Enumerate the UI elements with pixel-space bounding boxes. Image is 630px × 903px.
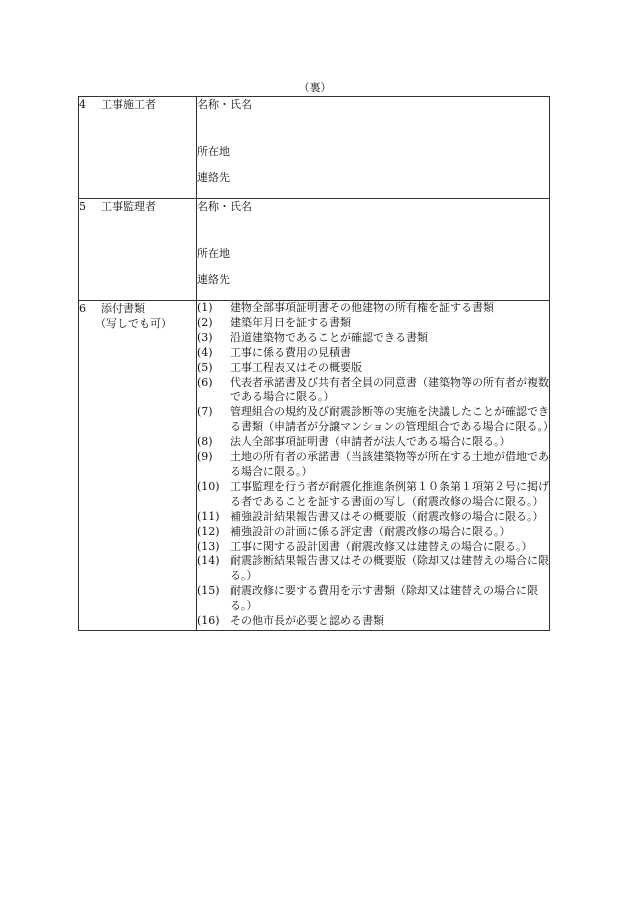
attachment-item-number: (11) [197, 509, 220, 523]
contractor-row [79, 97, 550, 199]
attachment-item-number: (6) [197, 375, 213, 389]
supervisor-address-label: 所在地 [197, 247, 230, 260]
attachment-item-text: 管理組合の規約及び耐震診断等の実施を決議したことが確認できる書類（申請者が分譲マンションの管理組合である場合に限る。） [230, 405, 555, 434]
attachment-list-item [197, 584, 549, 614]
supervisor-detail-cell [197, 199, 550, 301]
attachment-item-number: (8) [197, 435, 213, 449]
attachment-list-item [197, 450, 549, 480]
attachment-item-text: 建築年月日を証する書類 [230, 315, 351, 329]
attachments-section-sublabel: （写しでも可） [95, 317, 172, 330]
attachment-item-text: 法人全部事項証明書（申請者が法人である場合に限る。） [230, 435, 511, 449]
attachment-item-text: 補強設計結果報告書又はその概要版（耐震改修の場合に限る。） [230, 509, 544, 523]
attachments-section-label [79, 301, 196, 316]
attachment-item-number: (10) [197, 479, 220, 493]
attachment-item-text: 耐震改修に要する費用を示す書類（除却又は建替えの場合に限る。） [230, 584, 538, 613]
contractor-section-label [79, 97, 196, 112]
attachment-item-text: 代表者承諾書及び共有者全員の同意書（建築物等の所有者が複数である場合に限る。） [230, 375, 549, 404]
attachment-list-item [197, 361, 549, 376]
supervisor-name-label: 名称・氏名 [197, 200, 252, 213]
contractor-name-label: 名称・氏名 [197, 98, 252, 111]
attachment-item-number: (15) [197, 584, 220, 598]
attachment-document-list [197, 301, 555, 630]
attachments-row [79, 301, 550, 631]
attachments-section-title: 添付書類 [101, 302, 145, 315]
contractor-section-number: 4 [79, 98, 86, 111]
attachment-item-number: (16) [197, 614, 220, 628]
attachment-item-number: (14) [197, 554, 220, 568]
attachment-list-item [197, 525, 549, 540]
attachment-item-text: 沿道建築物であることが確認できる書類 [230, 330, 428, 344]
attachment-item-number: (4) [197, 345, 213, 359]
supervisor-section-label [79, 199, 196, 214]
attachment-list-item [197, 376, 549, 406]
supervisor-contact-label: 連絡先 [197, 273, 230, 286]
attachment-list-item [197, 405, 555, 435]
attachment-item-text: 建物全部事項証明書その他建物の所有権を証する書類 [230, 301, 494, 314]
supervisor-label-cell [79, 199, 197, 301]
supervisor-row [79, 199, 550, 301]
attachment-item-text: 工事監理を行う者が耐震化推進条例第１０条第１項第２号に掲げる者であることを証する書面の写し（耐震改修の場合に限る。） [230, 479, 549, 508]
supervisor-section-number: 5 [79, 200, 86, 213]
contractor-label-cell [79, 97, 197, 199]
attachment-item-number: (12) [197, 524, 220, 538]
attachment-item-text: 土地の所有者の承諾書（当該建築物等が所在する土地が借地である場合に限る。） [230, 450, 549, 478]
attachment-list-item [197, 614, 549, 629]
attachment-list-item [197, 346, 549, 361]
application-form-table [78, 96, 555, 631]
attachment-item-number: (1) [197, 301, 213, 314]
attachment-item-text: 補強設計の計画に係る評定書（耐震改修の場合に限る。） [230, 524, 511, 538]
contractor-section-title: 工事施工者 [101, 98, 156, 111]
attachment-item-number: (3) [197, 330, 213, 344]
attachment-item-text: 耐震診断結果報告書又はその概要版（除却又は建替えの場合に限る。） [230, 554, 549, 583]
attachments-detail-cell [197, 301, 555, 631]
contractor-detail-cell [197, 97, 550, 199]
attachment-item-text: 工事に関する設計図書（耐震改修又は建替えの場合に限る。） [230, 539, 533, 553]
contractor-contact-label: 連絡先 [197, 171, 230, 184]
attachment-item-text: その他市長が必要と認める書類 [230, 614, 384, 628]
attachment-list-item [197, 331, 549, 346]
attachment-item-number: (13) [197, 539, 220, 553]
attachment-list-item [197, 316, 549, 331]
attachment-list-item [197, 435, 549, 450]
attachment-item-number: (9) [197, 450, 213, 464]
attachment-list-item [197, 510, 549, 525]
supervisor-section-title: 工事監理者 [101, 200, 156, 213]
attachment-item-number: (7) [197, 405, 213, 419]
attachments-section-number: 6 [79, 302, 86, 315]
attachment-list-item [197, 540, 549, 555]
attachment-list-item [197, 554, 549, 584]
page-title: （裏） [298, 81, 332, 94]
contractor-address-label: 所在地 [197, 145, 230, 158]
attachment-list-item [197, 301, 549, 316]
attachment-list-item [197, 480, 549, 510]
attachment-item-text: 工事に係る費用の見積書 [230, 345, 351, 359]
attachment-item-number: (5) [197, 360, 213, 374]
attachment-item-text: 工事工程表又はその概要版 [230, 360, 362, 374]
attachment-item-number: (2) [197, 315, 213, 329]
attachments-label-cell [79, 301, 197, 631]
